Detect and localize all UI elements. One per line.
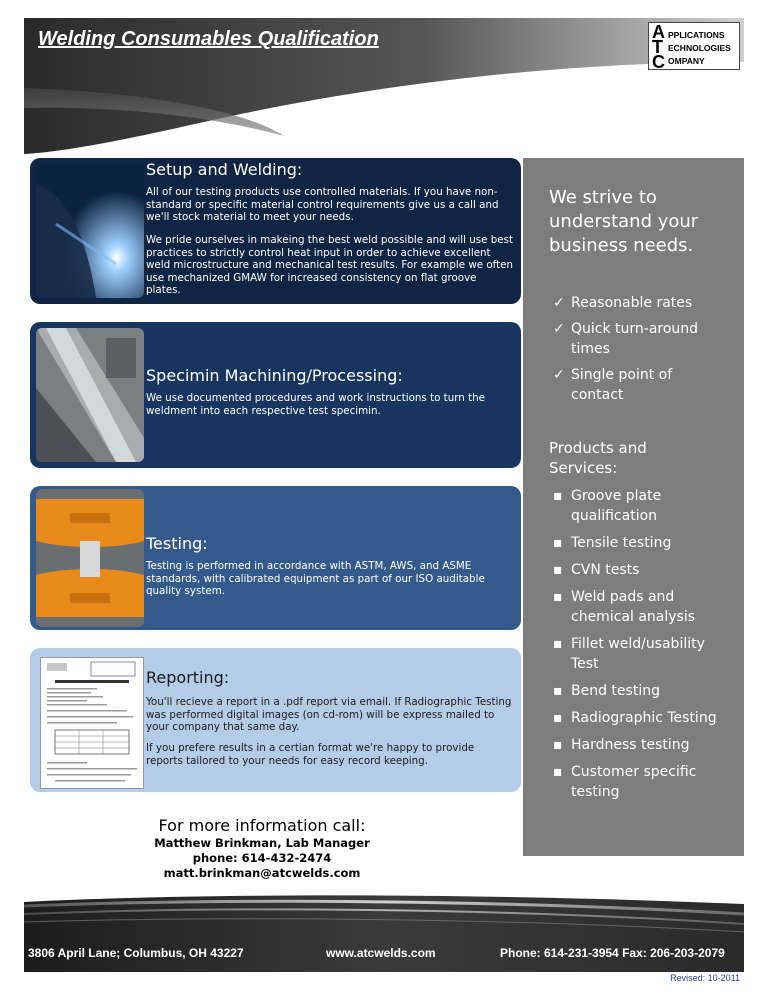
logo-letter-c: C <box>652 52 665 72</box>
list-item: ▪ Radiographic Testing <box>553 710 717 726</box>
check-icon: ✓ <box>553 321 565 337</box>
section-setup-welding <box>30 158 521 304</box>
contact-phone[interactable]: phone: 614-432-2474 <box>192 851 332 865</box>
section-title: Specimin Machining/Processing: <box>146 366 403 385</box>
contact-call-heading: For more information call: <box>158 816 366 835</box>
bullet-icon: ▪ <box>553 562 563 578</box>
logo-word-technologies: ECHNOLOGIES <box>668 43 731 53</box>
list-item: ▪ Hardness testing <box>553 737 690 753</box>
logo-letter-t: T <box>652 37 663 57</box>
bullet-icon: ▪ <box>553 764 563 780</box>
list-item: ▪ Customer specific testing <box>553 764 697 800</box>
section-paragraph: Testing is performed in accordance with ASTM, AWS, and ASME standards, with calibrated equipment as part of our ISO auditable quality system. <box>146 560 485 598</box>
section-paragraph: If you prefere results in a certian format we're happy to provide reports tailored to your needs for easy record keeping. <box>146 742 475 767</box>
section-paragraph: All of our testing products use controlled materials. If you have non-standard or specific material control requirements give us a call and we'll stock material to meet your needs. <box>146 186 499 224</box>
check-icon: ✓ <box>553 367 565 383</box>
bullet-icon: ▪ <box>553 488 563 504</box>
list-item: ▪ Tensile testing <box>553 535 672 551</box>
machining-photo <box>36 328 144 462</box>
bullet-icon: ▪ <box>553 636 563 652</box>
sidebar-headline: We strive to understand your business needs. <box>549 187 699 256</box>
bullet-icon: ▪ <box>553 710 563 726</box>
list-item: ▪ Weld pads and chemical analysis <box>553 589 696 625</box>
footer-website[interactable]: www.atcwelds.com <box>326 946 436 960</box>
list-item: ✓ Quick turn-around times <box>553 321 699 357</box>
list-item: ▪ Groove plate qualification <box>553 488 662 524</box>
list-item: ▪ CVN tests <box>553 562 640 578</box>
bullet-icon: ▪ <box>553 589 563 605</box>
section-testing <box>30 486 521 630</box>
bullet-icon: ▪ <box>553 535 563 551</box>
welding-photo <box>36 164 144 298</box>
section-paragraph: We use documented procedures and work instructions to turn the weldment into each respective test specimin. <box>146 392 485 417</box>
logo-letter-a: A <box>652 22 665 42</box>
section-machining <box>30 322 521 468</box>
contact-email[interactable]: matt.brinkman@atcwelds.com <box>163 866 361 880</box>
contact-name: Matthew Brinkman, Lab Manager <box>154 836 370 850</box>
footer-banner <box>24 884 744 972</box>
products-title: Products and Services: <box>549 439 647 477</box>
header-banner <box>24 18 744 154</box>
products-list <box>553 486 723 809</box>
list-item: ✓ Single point of contact <box>553 367 673 403</box>
section-paragraph: We pride ourselves in makeing the best weld possible and will use best practices to strictly control heat input in order to achieve excellent weld microstructure and mechanical test results. For example we often use mechanized GMAW for increased consistency on flat groove plates. <box>146 234 514 297</box>
footer-phone-fax: Phone: 614-231-3954 Fax: 206-203-2079 <box>500 946 725 960</box>
section-paragraph: You'll recieve a report in a .pdf report via email. If Radiographic Testing was performed digital images (on cd-rom) will be express mailed to your company that same day. <box>146 696 512 734</box>
footer-address: 3806 April Lane; Columbus, OH 43227 <box>28 946 244 960</box>
section-title: Reporting: <box>146 668 230 687</box>
report-thumbnail <box>40 657 144 789</box>
section-title: Testing: <box>146 534 208 553</box>
revised-date: Revised: 10-2011 <box>670 973 740 983</box>
testing-photo <box>36 489 144 627</box>
bullet-icon: ▪ <box>553 737 563 753</box>
logo-word-company: OMPANY <box>668 56 705 66</box>
check-icon: ✓ <box>553 295 565 311</box>
benefits-list <box>553 293 723 411</box>
contact-block <box>122 816 402 881</box>
list-item: ▪ Bend testing <box>553 683 660 699</box>
bullet-icon: ▪ <box>553 683 563 699</box>
logo-word-applications: PPLICATIONS <box>668 30 725 40</box>
section-title: Setup and Welding: <box>146 160 303 179</box>
page-title: Welding Consumables Qualification <box>38 28 379 50</box>
list-item: ✓ Reasonable rates <box>553 295 693 311</box>
list-item: ▪ Fillet weld/usability Test <box>553 636 705 672</box>
atc-logo <box>648 22 740 70</box>
sidebar <box>523 158 744 856</box>
section-reporting <box>30 648 521 792</box>
